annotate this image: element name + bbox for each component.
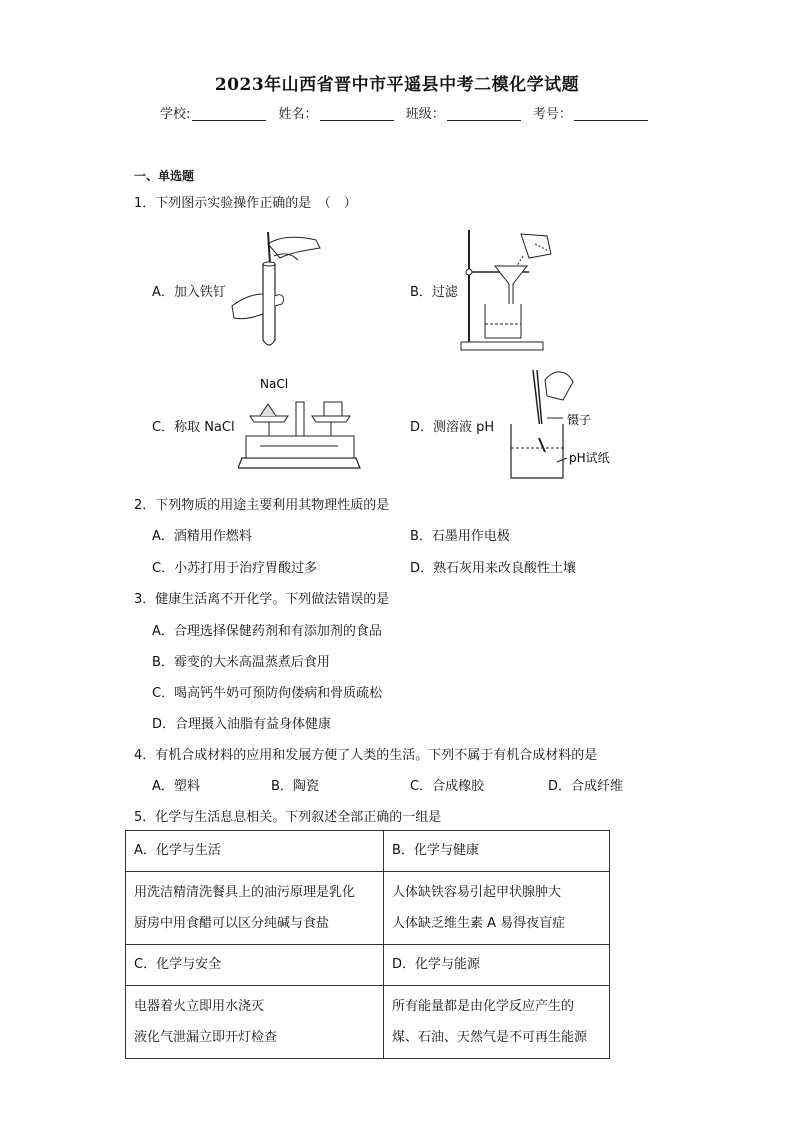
q3-option-d[interactable]: D．合理摄入油脂有益身体健康 (152, 717, 332, 732)
q4-option-d[interactable]: D．合成纤维 (548, 779, 624, 794)
name-field (279, 103, 396, 122)
q2-option-a[interactable]: A．酒精用作燃料 (152, 529, 252, 544)
q2-stem: 2．下列物质的用途主要利用其物理性质的是 (134, 498, 390, 513)
section-heading: 一、单选题 (134, 169, 195, 183)
table-row (126, 831, 610, 872)
school-blank[interactable] (192, 106, 266, 121)
option-d-heading[interactable]: D．化学与能源 (384, 945, 610, 986)
option-c-heading[interactable]: C．化学与安全 (126, 945, 384, 986)
option-b-line-2: 人体缺乏维生素 A 易得夜盲症 (392, 916, 566, 931)
student-info-line (160, 103, 656, 122)
q3-option-c[interactable]: C．喝高钙牛奶可预防佝偻病和骨质疏松 (152, 686, 383, 701)
table-row (126, 872, 610, 945)
class-field (406, 103, 523, 122)
name-label: 姓名： (278, 107, 318, 122)
q4-option-a[interactable]: A．塑料 (152, 779, 200, 794)
exam-number-label: 考号： (532, 107, 572, 122)
option-c-line-2: 液化气泄漏立即开灯检查 (134, 1030, 278, 1045)
q3-option-b[interactable]: B．霉变的大米高温蒸煮后食用 (152, 655, 330, 670)
school-label: 学校: (160, 107, 191, 122)
option-c-content (126, 986, 384, 1059)
q5-options-table (125, 830, 610, 1059)
exam-number-blank[interactable] (574, 106, 648, 121)
q2-option-b[interactable]: B．石墨用作电极 (410, 529, 510, 544)
tweezers-label: 镊子 (567, 413, 592, 427)
q5-stem: 5．化学与生活息息相关。下列叙述全部正确的一组是 (134, 810, 442, 825)
option-b-heading[interactable]: B．化学与健康 (384, 831, 610, 872)
option-a-heading[interactable]: A．化学与生活 (126, 831, 384, 872)
q4-stem: 4．有机合成材料的应用和发展方便了人类的生活。下列不属于有机合成材料的是 (134, 748, 598, 763)
q3-stem: 3．健康生活离不开化学。下列做法错误的是 (134, 592, 390, 607)
weigh-nacl-figure (238, 372, 363, 476)
q1-option-d[interactable]: D．测溶液 pH (410, 420, 495, 435)
filtration-figure (455, 226, 565, 354)
q4-option-b[interactable]: B．陶瓷 (271, 779, 319, 794)
table-row (126, 945, 610, 986)
q1-option-c[interactable]: C．称取 NaCl (152, 420, 235, 435)
class-blank[interactable] (447, 106, 521, 121)
option-a-content (126, 872, 384, 945)
exam-number-field (533, 103, 650, 122)
table-row (126, 986, 610, 1059)
q1-option-a[interactable]: A．加入铁钉 (152, 285, 226, 300)
option-d-line-2: 煤、石油、天然气是不可再生能源 (392, 1030, 588, 1045)
class-label: 班级： (405, 107, 445, 122)
option-a-line-1: 用洗洁精清洗餐具上的油污原理是乳化 (134, 885, 356, 900)
q2-option-d[interactable]: D．熟石灰用来改良酸性土壤 (410, 561, 577, 576)
q1-stem: 1．下列图示实验操作正确的是 （ ） (134, 196, 357, 211)
school-field (160, 103, 268, 122)
option-c-line-1: 电器着火立即用水浇灭 (134, 999, 265, 1014)
ph-paper-label: pH试纸 (569, 451, 610, 465)
q1-option-b[interactable]: B．过滤 (410, 285, 458, 300)
nacl-label: NaCl (260, 377, 289, 391)
option-a-line-2: 厨房中用食醋可以区分纯碱与食盐 (134, 916, 330, 931)
page-title: 2023年山西省晋中市平遥县中考二模化学试题 (214, 75, 580, 95)
add-iron-nail-figure (228, 228, 323, 350)
name-blank[interactable] (320, 106, 394, 121)
q4-option-c[interactable]: C．合成橡胶 (410, 779, 485, 794)
option-d-line-1: 所有能量都是由化学反应产生的 (392, 999, 575, 1014)
q2-option-c[interactable]: C．小苏打用于治疗胃酸过多 (152, 561, 318, 576)
option-b-line-1: 人体缺铁容易引起甲状腺肿大 (392, 885, 562, 900)
option-b-content (384, 872, 610, 945)
q3-option-a[interactable]: A．合理选择保健药剂和有添加剂的食品 (152, 624, 382, 639)
measure-ph-figure (505, 366, 615, 482)
option-d-content (384, 986, 610, 1059)
